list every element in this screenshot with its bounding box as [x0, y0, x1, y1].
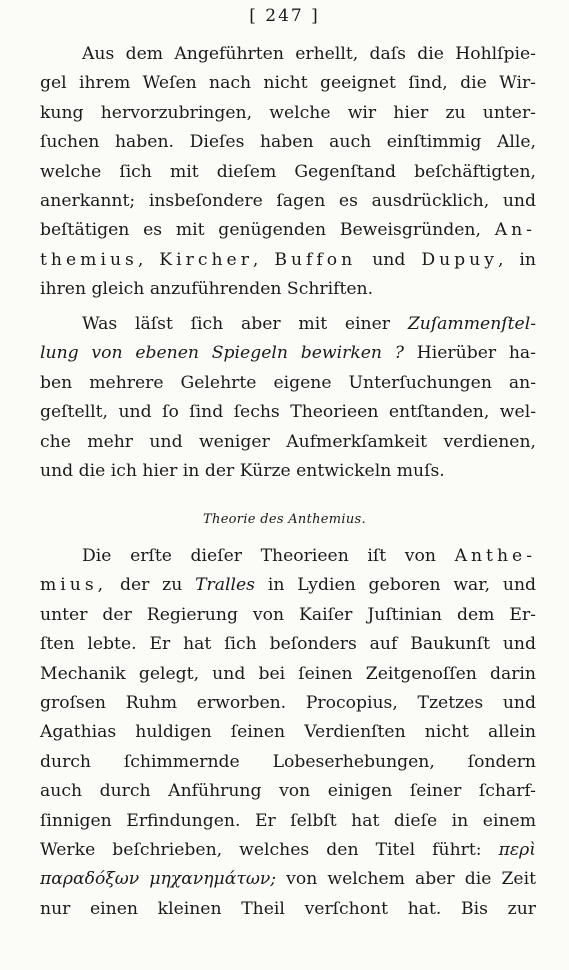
text-line: Aus dem Angeführten erhellt, daſs die Hohlſpie-: [82, 44, 536, 64]
text-line: ſten lebte. Er hat ſich beſonders auf Baukunſt und: [40, 634, 536, 655]
text-line: kung hervorzubringen, welche wir hier zu unter-: [40, 102, 536, 123]
text-line: groſsen Ruhm erworben. Procopius, Tzetzes und: [40, 692, 536, 713]
text-line: ſinnigen Erfindungen. Er ſelbſt hat dieſe in einem: [40, 810, 536, 831]
text-line: themius, Kircher, Buffon und Dupuy, in: [40, 249, 536, 270]
text-line: παραδόξων μηχανημάτων; von welchem aber die Zeit: [40, 869, 536, 890]
section-heading: Theorie des Anthemius.: [203, 512, 366, 527]
text-line: lung von ebenen Spiegeln bewirken ? Hierüber ha-: [40, 343, 536, 364]
text-line: ſuchen haben. Dieſes haben auch einſtimmig Alle,: [40, 132, 536, 153]
text-line: Die erſte dieſer Theorieen iſt von Anthe-: [82, 546, 536, 566]
text-line: ihren gleich anzuführenden Schriften.: [40, 279, 374, 300]
text-line: ben mehrere Gelehrte eigene Unterſuchungen an-: [40, 372, 536, 393]
text-line: gel ihrem Weſen nach nicht geeignet ſind, die Wir-: [40, 73, 536, 94]
text-line: und die ich hier in der Kürze entwickeln muſs.: [40, 460, 445, 481]
text-line: Mechanik gelegt, und bei ſeinen Zeitgenoſſen darin: [40, 663, 536, 684]
text-line: Werke beſchrieben, welches den Titel führt: περὶ: [40, 839, 537, 860]
text-line: che mehr und weniger Aufmerkſamkeit verdienen,: [40, 431, 536, 452]
text-line: durch ſchimmernde Lobeserhebungen, ſondern: [40, 751, 536, 772]
text-line: nur einen kleinen Theil verſchont hat. Bis zur: [40, 898, 536, 919]
text-line: anerkannt; insbeſondere ſagen es ausdrücklich, und: [40, 190, 536, 211]
text-line: beſtätigen es mit genügenden Beweisgründen, An-: [40, 220, 536, 241]
text-line: geſtellt, und ſo ſind ſechs Theorieen entſtanden, wel-: [40, 402, 536, 423]
paragraph-1: [40, 40, 536, 305]
page-number: [ 247 ]: [249, 6, 320, 26]
text-line: mius, der zu Tralles in Lydien geboren war, und: [40, 575, 537, 596]
text-line: auch durch Anführung von einigen ſeiner ſcharf-: [40, 781, 536, 802]
text-line: Was läſst ſich aber mit einer Zuſammenſtel-: [82, 314, 537, 334]
text-line: unter der Regierung von Kaiſer Juſtinian dem Er-: [40, 604, 536, 625]
text-line: welche ſich mit dieſem Gegenſtand beſchäftigten,: [40, 161, 536, 182]
paragraph-2: [40, 310, 536, 486]
text-line: Agathias huldigen ſeinen Verdienſten nicht allein: [40, 722, 536, 743]
paragraph-3: [40, 542, 536, 924]
